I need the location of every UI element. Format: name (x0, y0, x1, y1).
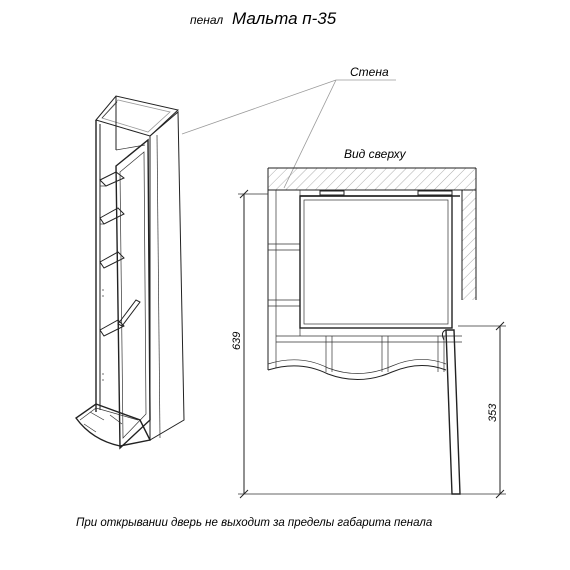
dimension-door (458, 322, 506, 498)
dimension-total (231, 190, 452, 498)
title-model: Мальта п-35 (232, 9, 337, 28)
top-view-label: Вид сверху (344, 147, 406, 161)
wall-label: Стена (350, 65, 389, 79)
cabinet-3d-view (76, 96, 184, 448)
dimension-total-value: 639 (231, 331, 243, 350)
wall-leader-left (182, 80, 336, 134)
title-prefix: пенал (190, 13, 224, 27)
top-view-drawing (268, 168, 476, 494)
dimension-door-value: 353 (487, 403, 499, 422)
caption: При открывании дверь не выходит за пределы габарита пенала (76, 517, 433, 529)
